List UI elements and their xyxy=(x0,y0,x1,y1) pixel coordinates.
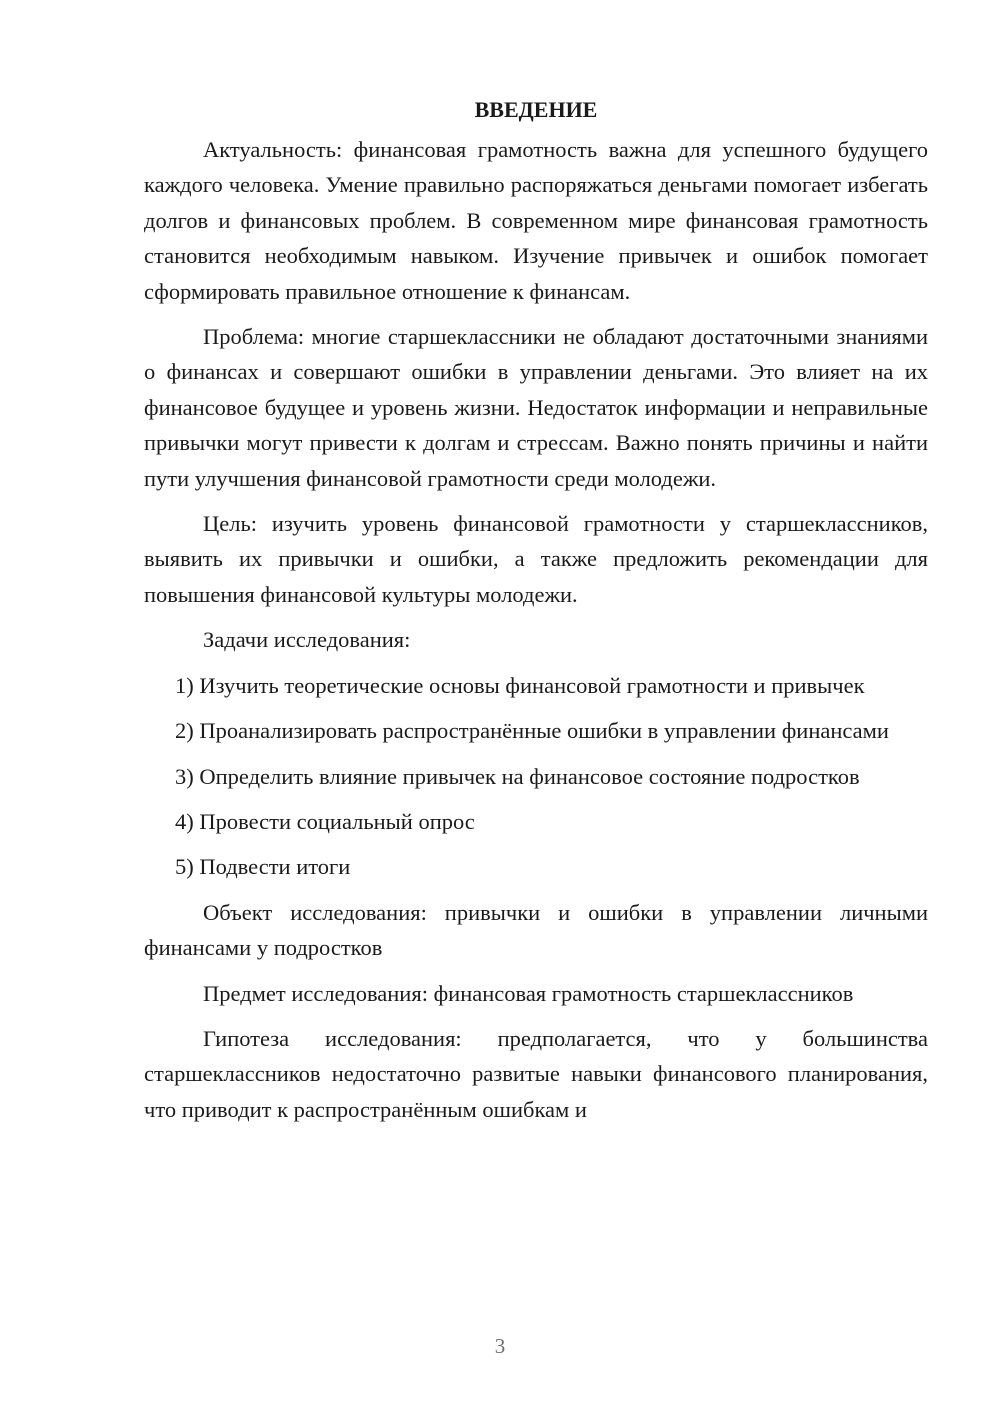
document-body xyxy=(144,92,928,1127)
paragraph-relevance: Актуальность: финансовая грамотность важна для успешного будущего каждого человека. Умение правильно распоряжаться деньгами помогает избегать долгов и финансовых проблем. В современном мире финансовая грамотность становится необходимым навыком. Изучение привычек и ошибок помогает сформировать правильное отношение к финансам. xyxy=(144,137,928,304)
task-item-3: 3) Определить влияние привычек на финансовое состояние подростков xyxy=(175,763,860,789)
paragraph-hypothesis: Гипотеза исследования: предполагается, что у большинства старшеклассников недостаточно развитые навыки финансового планирования, что приводит к распространённым ошибкам и xyxy=(144,1025,928,1122)
paragraph-subject: Предмет исследования: финансовая грамотность старшеклассников xyxy=(203,980,854,1006)
task-item-5: 5) Подвести итоги xyxy=(175,854,351,880)
paragraph-goal: Цель: изучить уровень финансовой грамотности у старшеклассников, выявить их привычки и ошибки, а также предложить рекомендации для повышения финансовой культуры молодежи. xyxy=(144,511,928,607)
task-item-2: 2) Проанализировать распространённые ошибки в управлении финансами xyxy=(175,718,889,744)
paragraph-problem: Проблема: многие старшеклассники не обладают достаточными знаниями о финансах и совершают ошибки в управлении деньгами. Это влияет на их финансовое будущее и уровень жизни. Недостаток информации и неправильные привычки могут привести к долгам и стрессам. Важно понять причины и найти пути улучшения финансовой грамотности среди молодежи. xyxy=(144,324,928,491)
page-number: 3 xyxy=(494,1334,506,1358)
task-item-1: 1) Изучить теоретические основы финансовой грамотности и привычек xyxy=(175,672,865,698)
section-title: ВВЕДЕНИЕ xyxy=(474,97,598,122)
paragraph-tasks-heading: Задачи исследования: xyxy=(203,627,411,653)
paragraph-object: Объект исследования: привычки и ошибки в управлении личными финансами у подростков xyxy=(144,899,928,961)
task-item-4: 4) Провести социальный опрос xyxy=(175,808,475,834)
